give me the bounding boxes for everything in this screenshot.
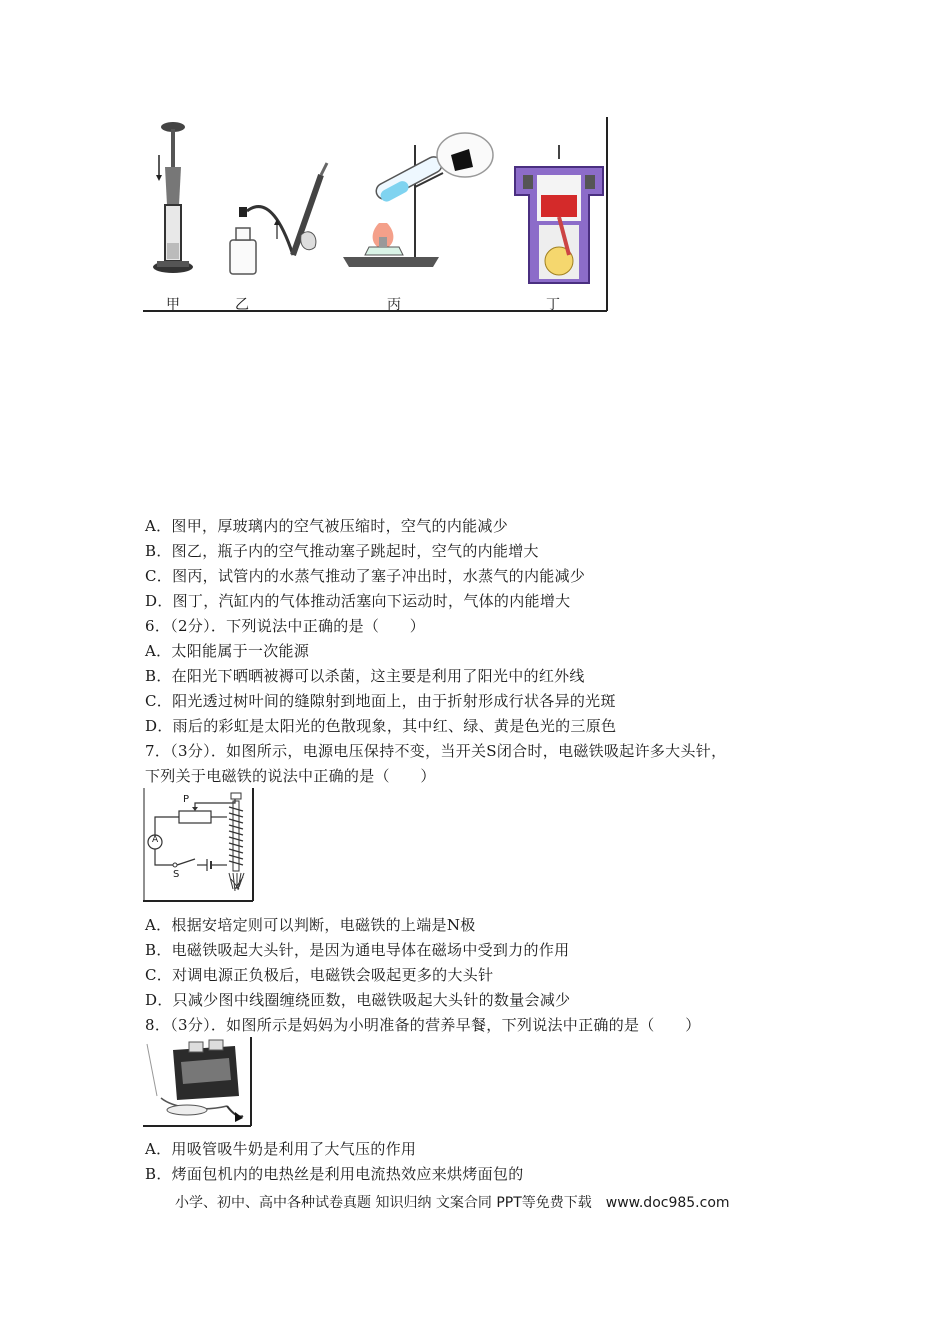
page-footer: 小学、初中、高中各种试卷真题 知识归纳 文案合同 PPT等免费下载 www.doc985.com [175,1195,730,1211]
q6-stem: 6．（2分）．下列说法中正确的是（ ） [145,617,426,635]
figure-label-yi: 乙 [235,297,249,313]
q7-stem-line2: 下列关于电磁铁的说法中正确的是（ ） [145,767,436,785]
q7-stem-line1: 7．（3分）．如图所示，电源电压保持不变，当开关S闭合时，电磁铁吸起许多大头针， [145,742,727,760]
toaster-illustration [143,1036,253,1128]
q7-option-a: A．根据安培定则可以判断，电磁铁的上端是N极 [145,916,476,934]
electromagnet-circuit-figure [143,787,255,903]
test-tube-heating-drawing [343,133,493,267]
circuit-label-s: S [173,869,180,880]
breakfast-figure [143,1036,253,1128]
internal-energy-figure [143,115,609,313]
q7-option-b: B．电磁铁吸起大头针，是因为通电导体在磁场中受到力的作用 [145,941,570,959]
circuit-label-p: P [183,794,190,805]
q8-option-b: B．烤面包机内的电热丝是利用电流热效应来烘烤面包的 [145,1165,524,1183]
engine-cylinder-drawing [515,145,603,283]
q5-option-a: A．图甲，厚玻璃内的空气被压缩时，空气的内能减少 [145,517,509,535]
q8-stem: 8．（3分）．如图所示是妈妈为小明准备的营养早餐，下列说法中正确的是（ ） [145,1016,701,1034]
q6-option-c: C．阳光透过树叶间的缝隙射到地面上，由于折射形成行状各异的光斑 [145,692,616,710]
q8-option-a: A．用吸管吸牛奶是利用了大气压的作用 [145,1140,417,1158]
circuit-label-ammeter: A [152,835,159,845]
q5-option-c: C．图丙，试管内的水蒸气推动了塞子冲出时，水蒸气的内能减少 [145,567,586,585]
figure-label-jia: 甲 [166,297,180,313]
figure-label-bing: 丙 [387,297,401,313]
q6-option-a: A．太阳能属于一次能源 [145,642,310,660]
circuit-diagram [143,787,255,903]
q5-option-d: D．图丁，汽缸内的气体推动活塞向下运动时，气体的内能增大 [145,592,571,610]
fire-piston-drawing [153,122,193,273]
figure-label-ding: 丁 [546,297,560,313]
apparatus-illustration [143,115,609,313]
q5-option-b: B．图乙，瓶子内的空气推动塞子跳起时，空气的内能增大 [145,542,539,560]
q6-option-d: D．雨后的彩虹是太阳光的色散现象，其中红、绿、黄是色光的三原色 [145,717,617,735]
bottle-pump-drawing [230,163,327,274]
q7-option-c: C．对调电源正负极后，电磁铁会吸起更多的大头针 [145,966,494,984]
q7-option-d: D．只减少图中线圈缠绕匝数，电磁铁吸起大头针的数量会减少 [145,991,571,1009]
q6-option-b: B．在阳光下晒晒被褥可以杀菌，这主要是利用了阳光中的红外线 [145,667,585,685]
